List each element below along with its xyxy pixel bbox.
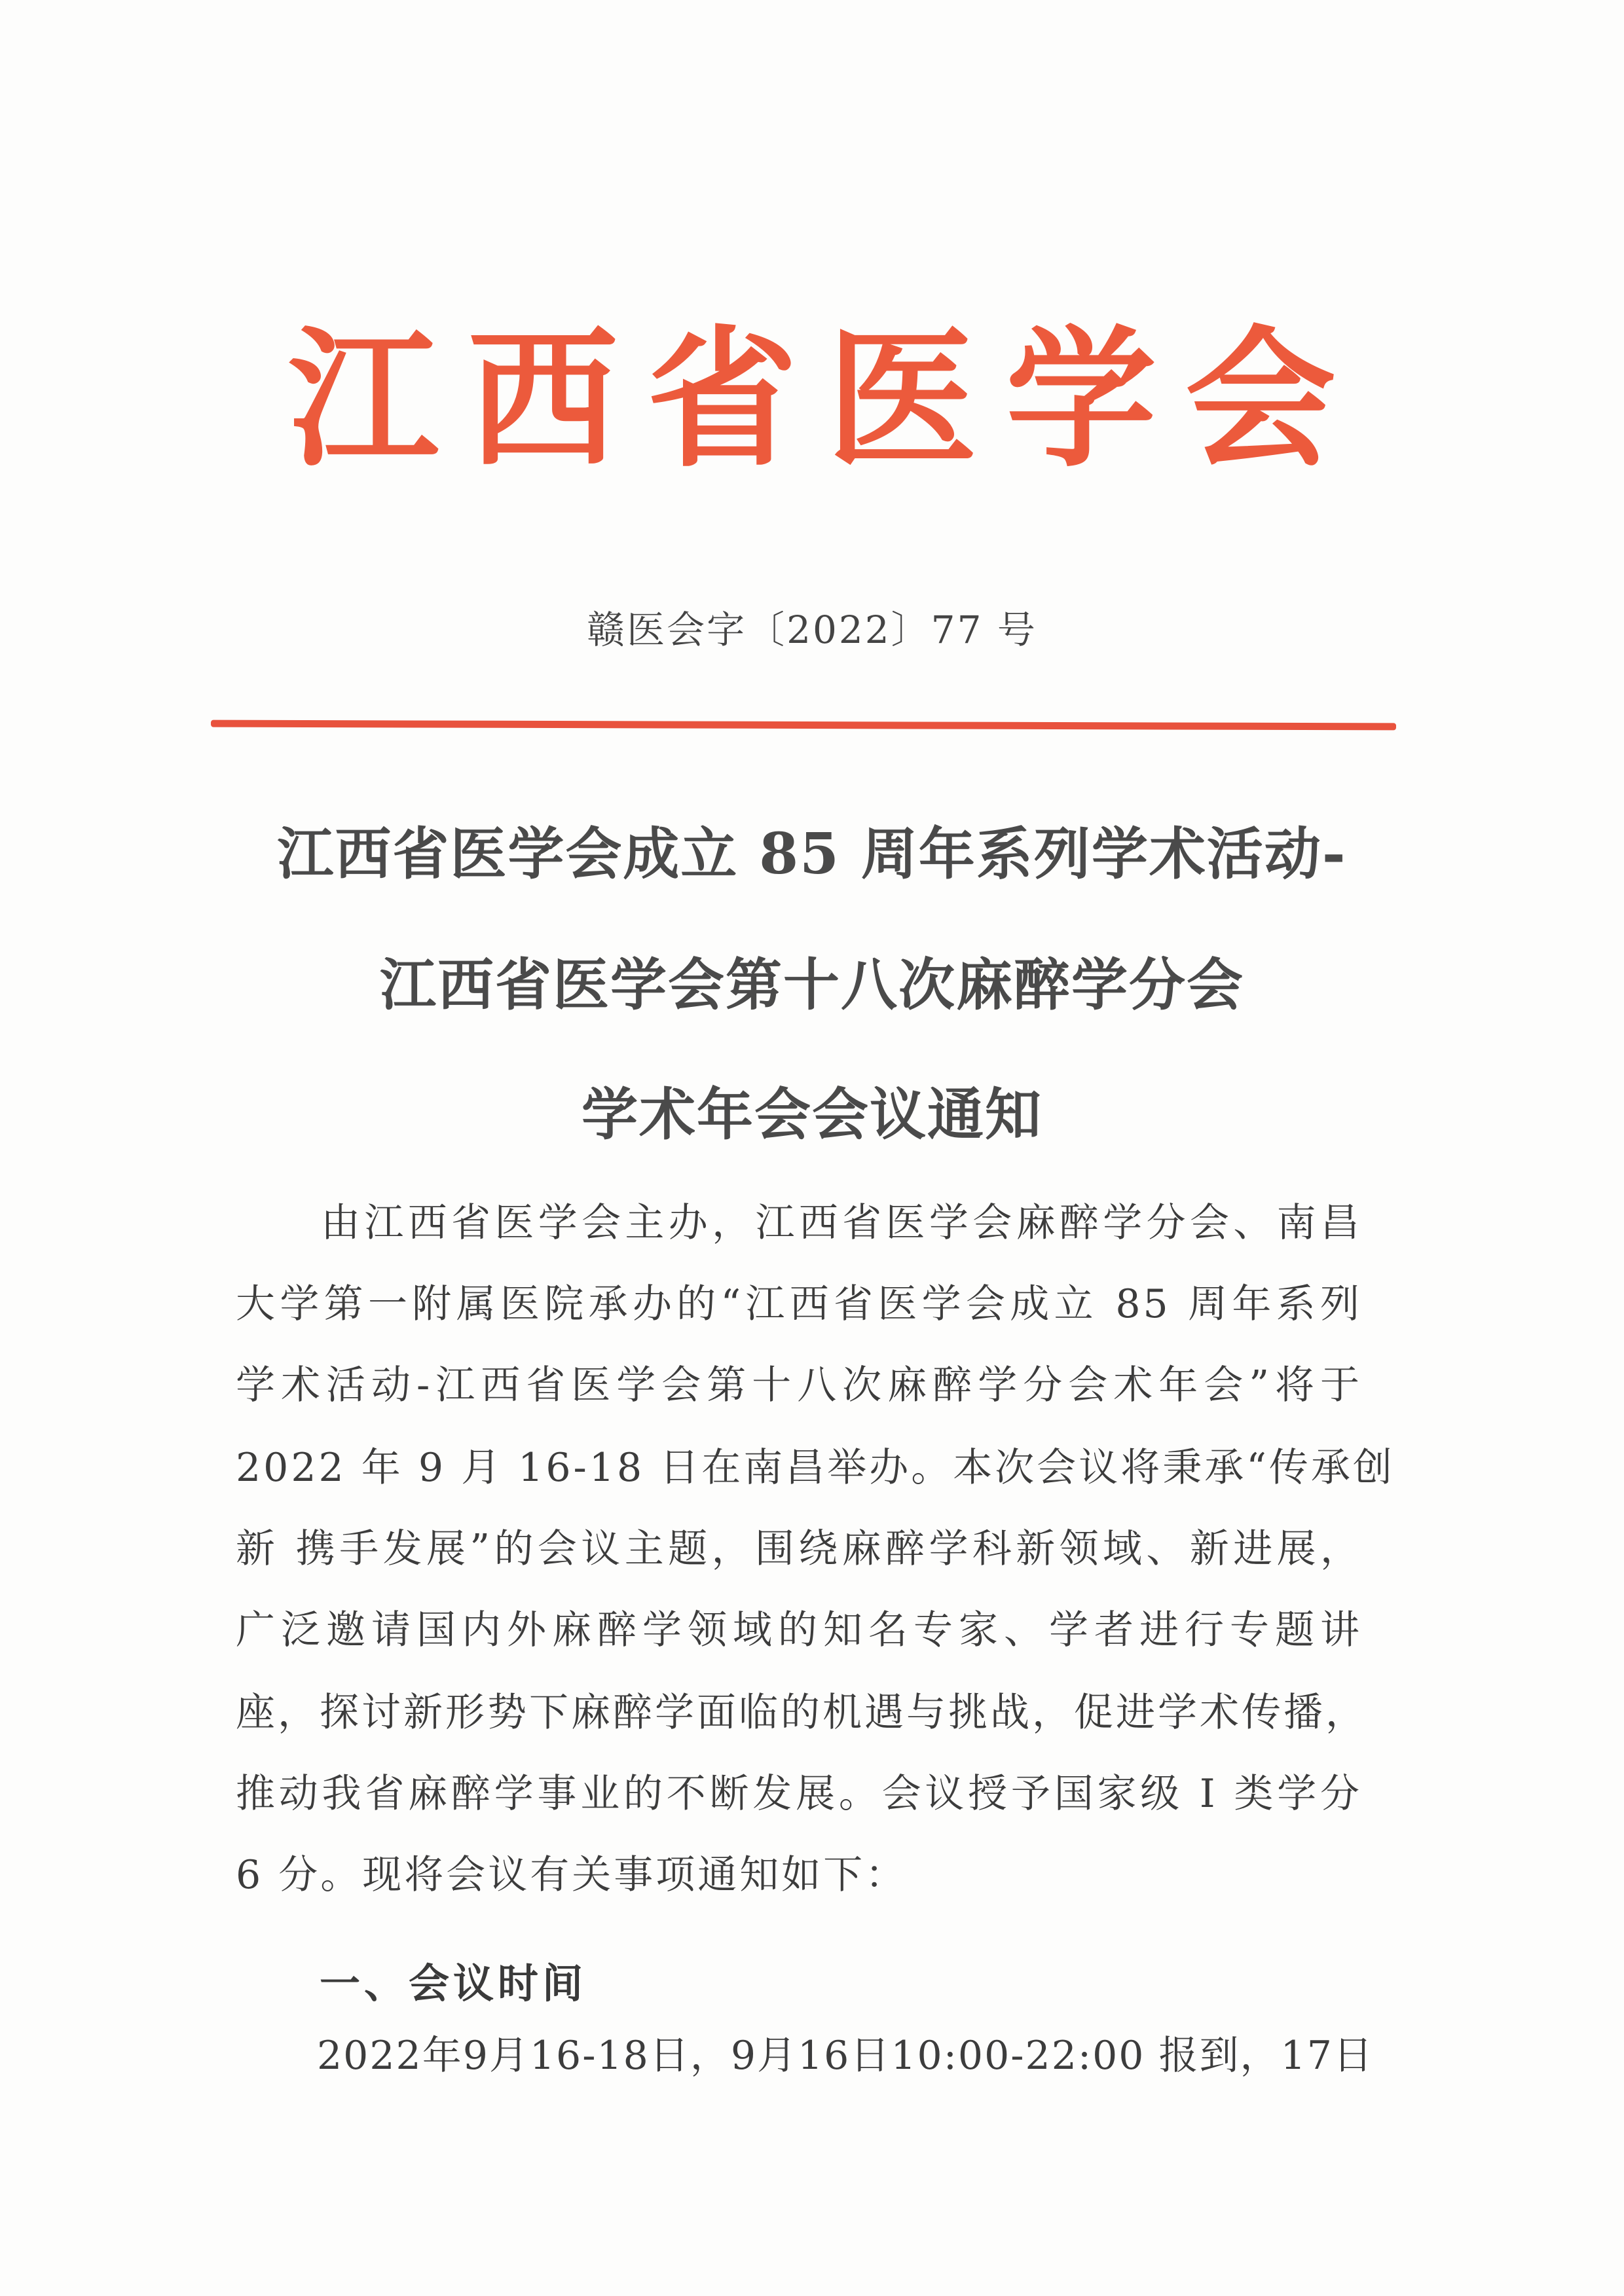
body-line: 6 分。现将会议有关事项通知如下： [236, 1852, 908, 1898]
body-line: 座，探讨新形势下麻醉学面临的机遇与挑战，促进学术传播， [236, 1690, 1367, 1736]
body-line: 广泛邀请国内外麻醉学领域的知名专家、学者进行专题讲 [236, 1607, 1362, 1653]
body-line: 新 携手发展”的会议主题，围绕麻醉学科新领域、新进展， [236, 1526, 1362, 1572]
masthead-char: 医 [826, 311, 977, 488]
body-line: 由江西省医学会主办，江西省医学会麻醉学分会、南昌 [321, 1200, 1362, 1246]
masthead-char: 江 [288, 311, 439, 488]
notice-title-line-2: 江西省医学会第十八次麻醉学分会 [380, 952, 1244, 1018]
body-line: 学术活动-江西省医学会第十八次麻醉学分会术年会”将于 [236, 1362, 1362, 1408]
red-divider [211, 720, 1396, 731]
masthead-char: 学 [1005, 311, 1156, 488]
document-number: 赣医会字〔2022〕77 号 [587, 608, 1037, 652]
body-line: 大学第一附属医院承办的“江西省医学会成立 85 周年系列 [236, 1281, 1362, 1327]
body-line: 推动我省麻醉学事业的不断发展。会议授予国家级 I 类学分 [236, 1771, 1362, 1817]
masthead-char: 会 [1185, 311, 1336, 488]
body-line: 2022 年 9 月 16-18 日在南昌举办。本次会议将秉承“传承创 [236, 1445, 1395, 1491]
section-heading-meeting-time: 一、会议时间 [320, 1959, 587, 2007]
masthead-char: 西 [467, 311, 618, 488]
notice-title-line-3: 学术年会会议通知 [581, 1082, 1043, 1148]
masthead-title [288, 311, 1336, 488]
masthead-char: 省 [646, 311, 798, 488]
body-line: 2022年9月16-18日，9月16日10:00-22:00 报到，17日 [317, 2033, 1374, 2079]
notice-title-line-1: 江西省医学会成立 85 周年系列学术活动- [277, 821, 1347, 887]
